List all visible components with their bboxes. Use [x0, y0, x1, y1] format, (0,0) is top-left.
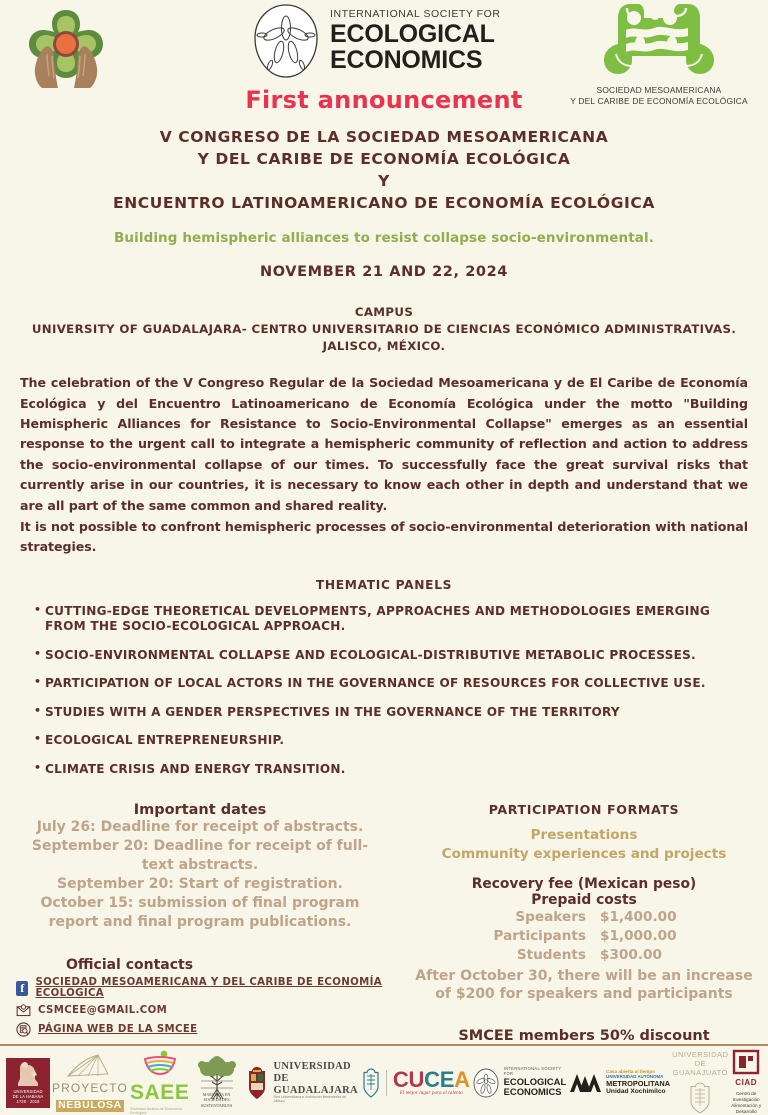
intro-paragraph-1: The celebration of the V Congreso Regular de la Sociedad Mesoamericana y de El Caribe de Economía Ecológica y del Encuentro Latinoamericano de Economía Ecológica under the motto "Building Hemispheric Alliances for Resistance to Socio-Environmental Collapse" emerges as an essential response to the urgent call to integrate a hemispheric community of reflection and action to address the socio-environmental collapse of our times. To successfully face the great survival risks that currently arise in our countries, it is necessary to know each other in depth and understand that we are all part of the same common and shared reality. [20, 375, 748, 513]
uam-line-3: METROPOLITANA [606, 1078, 671, 1088]
fee-row [414, 927, 754, 946]
maestria-line-1: MAESTRÍA EN [202, 1091, 231, 1097]
frog-caption-line-2: Y DEL CARIBE DE ECONOMÍA ECOLÓGICA [570, 96, 748, 107]
ciad-word: CIAD [735, 1078, 758, 1088]
frog-icon [600, 0, 718, 78]
ugto-crest-icon [687, 1082, 713, 1114]
event-dates: NOVEMBER 21 AND 22, 2024 [260, 264, 508, 280]
cucea-letter: A [454, 1066, 470, 1092]
uam-line-4: Unidad Xochimilco [606, 1087, 666, 1095]
contact-email-label[interactable]: CSMCEE@GMAIL.COM [38, 1005, 168, 1017]
members-discount: SMCEE members 50% discount [458, 1028, 710, 1045]
logo-maestria-sociedades [192, 1057, 242, 1108]
fee-label: Participants [493, 927, 586, 944]
saee-bowl-icon [142, 1050, 178, 1078]
habana-line-2: DE LA HABANA [12, 1094, 44, 1100]
cucea-letter: E [439, 1066, 455, 1092]
uam-line-1: Casa abierta al tiempo [606, 1069, 655, 1075]
lower-columns [0, 802, 768, 1044]
panel-item: • CUTTING-EDGE THEORETICAL DEVELOPMENTS, APPROACHES AND METHODOLOGIES EMERGING FROM THE SOCIO-ECOLOGICAL APPROACH. [34, 604, 746, 635]
logo-universidad-habana [6, 1058, 50, 1108]
udg-line-2: GUADALAJARA [273, 1084, 358, 1096]
isee-footer-line-1: ECOLOGICAL [503, 1076, 567, 1088]
isee-line-1: ECOLOGICAL [330, 20, 495, 49]
cucea-crest-icon [360, 1068, 382, 1098]
logo-cucea [360, 1068, 470, 1098]
logo-saee [130, 1050, 190, 1115]
cucea-letter: C [392, 1066, 409, 1092]
uam-icon [568, 1072, 602, 1094]
cucea-word [392, 1066, 470, 1092]
frog-caption-line-1: SOCIEDAD MESOAMERICANA [596, 85, 722, 95]
logo-proyecto-nebulosa [52, 1052, 128, 1112]
cucea-letter: U [408, 1066, 425, 1092]
ciad-sub-1: Centro de Investigación [732, 1091, 760, 1103]
campus-label: CAMPUS [354, 305, 414, 319]
panel-item: • ECOLOGICAL ENTREPRENEURSHIP. [34, 733, 746, 748]
sand-dollar-icon [472, 1068, 500, 1098]
logo-universidad-guanajuato [672, 1051, 728, 1113]
fee-row [414, 946, 754, 965]
isee-small-line: INTERNATIONAL SOCIETY FOR [330, 7, 501, 20]
contact-email[interactable] [16, 1003, 384, 1018]
udg-line-1: UNIVERSIDAD DE [273, 1061, 351, 1084]
late-fee-notice: After October 30, there will be an increase of $200 for speakers and participants [415, 967, 753, 1003]
maestria-line-2: SOCIEDADES SUSTENTABLES [200, 1097, 233, 1108]
ugto-line-1: UNIVERSIDAD DE [672, 1050, 729, 1069]
congress-motto: Building hemispheric alliances to resist collapse socio-environmental. [114, 230, 654, 246]
habana-line-3: 1728 · 2018 [16, 1099, 40, 1105]
fee-label: Speakers [515, 908, 586, 925]
first-announcement-label: First announcement [245, 86, 523, 114]
title-block [0, 126, 768, 355]
participation-column [400, 802, 768, 1044]
ugto-line-2: GUANAJUATO [672, 1067, 728, 1077]
ciad-icon [733, 1050, 759, 1074]
panel-item: • PARTICIPATION OF LOCAL ACTORS IN THE GOVERNANCE OF RESOURCES FOR COLLECTIVE USE. [34, 676, 746, 691]
logo-universidad-guadalajara [244, 1061, 358, 1104]
uam-line-2: UNIVERSIDAD AUTÓNOMA [606, 1074, 664, 1080]
congress-title-line-4: ENCUENTRO LATINOAMERICANO DE ECONOMÍA ECOLÓGICA [113, 194, 655, 212]
isee-line-2: ECONOMICS [330, 45, 483, 74]
panel-item: • CLIMATE CRISIS AND ENERGY TRANSITION. [34, 762, 746, 777]
important-date-entry: October 15: submission of final program report and final program publications. [40, 894, 360, 930]
thematic-panels-list [34, 604, 746, 790]
saee-sub: Sociedad Andina de Economía Ecológica [129, 1107, 182, 1115]
contact-facebook-label[interactable]: SOCIEDAD MESOAMERICANA Y DEL CARIBE DE ECONOMÍA ECOLÓGICA [35, 977, 382, 1000]
important-dates-column [0, 802, 400, 1044]
official-contacts-title: Official contacts [66, 957, 194, 974]
sand-dollar-icon [250, 2, 322, 80]
important-date-entry: September 20: Start of registration. [57, 875, 343, 892]
important-date-entry: July 26: Deadline for receipt of abstracts. [36, 819, 364, 836]
poster-header [0, 0, 768, 120]
facebook-icon: f [16, 981, 28, 996]
intro-text [20, 373, 748, 558]
congress-title-conjunction: Y [378, 172, 390, 190]
campus-line-1: UNIVERSITY OF GUADALAJARA- CENTRO UNIVERSITARIO DE CIENCIAS ECONÓMICO ADMINISTRATIVAS. [31, 322, 737, 337]
cucea-tagline: El mejor lugar para el talento [399, 1090, 463, 1096]
contact-website[interactable] [16, 1022, 384, 1037]
participation-formats-title: PARTICIPATION FORMATS [488, 802, 680, 818]
contact-facebook[interactable] [16, 977, 384, 999]
fee-label: Students [516, 947, 586, 964]
participation-format-2: Community experiences and projects [441, 846, 727, 863]
thematic-panels-title: THEMATIC PANELS [315, 577, 453, 592]
fee-amount: $1,400.00 [600, 908, 677, 925]
isee-logo [250, 2, 501, 80]
isee-footer-line-2: ECONOMICS [503, 1086, 562, 1098]
contact-website-label[interactable]: PÁGINA WEB DE LA SMCEE [38, 1024, 198, 1036]
fee-amount: $1,000.00 [600, 927, 677, 944]
congress-title-line-2: Y DEL CARIBE DE ECONOMÍA ECOLÓGICA [197, 150, 571, 168]
participation-format-1: Presentations [530, 827, 638, 844]
panel-item: • STUDIES WITH A GENDER PERSPECTIVES IN THE GOVERNANCE OF THE TERRITORY [34, 705, 746, 720]
udg-sub: Red Universitaria e Institución Benemérita de Jalisco [273, 1095, 347, 1104]
prepaid-costs-title: Prepaid costs [531, 891, 637, 908]
logo-ciad [730, 1050, 762, 1115]
recovery-fee-title: Recovery fee (Mexican peso) [471, 875, 697, 892]
campus-line-2: JALISCO, MÉXICO. [322, 339, 446, 354]
nebulosa-mark [64, 1052, 116, 1078]
web-page-icon [16, 1022, 31, 1037]
hands-holding-flower-logo [14, 4, 118, 90]
udg-crest-icon [244, 1066, 270, 1100]
important-date-entry: September 20: Deadline for receipt of full-text abstracts. [31, 837, 369, 873]
email-icon [16, 1003, 31, 1018]
fee-row [414, 908, 754, 927]
fee-amount: $300.00 [600, 947, 662, 964]
smcee-frog-logo [564, 0, 754, 108]
logo-isee-footer [472, 1067, 567, 1098]
sponsor-logos-footer [0, 1052, 768, 1114]
panel-item: • SOCIO-ENVIRONMENTAL COLLAPSE AND ECOLOGICAL-DISTRIBUTIVE METABOLIC PROCESSES. [34, 648, 746, 663]
ciad-sub-2: Alimentación y Desarrollo [731, 1103, 762, 1114]
saee-word: SAEE [129, 1081, 190, 1105]
important-dates-title: Important dates [133, 802, 267, 819]
habana-line-1: UNIVERSIDAD [13, 1089, 43, 1095]
intro-paragraph-2: It is not possible to confront hemispheric processes of socio-environmental deterioration with national strategies. [20, 519, 748, 555]
nebulosa-line-1: PROYECTO [52, 1081, 128, 1096]
congress-title-line-1: V CONGRESO DE LA SOCIEDAD MESOAMERICANA [159, 128, 609, 146]
logo-uam-xochimilco [568, 1070, 670, 1095]
nebulosa-line-2: NEBULOSA [58, 1099, 122, 1112]
isee-footer-small: INTERNATIONAL SOCIETY FOR [503, 1066, 562, 1076]
cucea-letter: C [424, 1066, 440, 1092]
